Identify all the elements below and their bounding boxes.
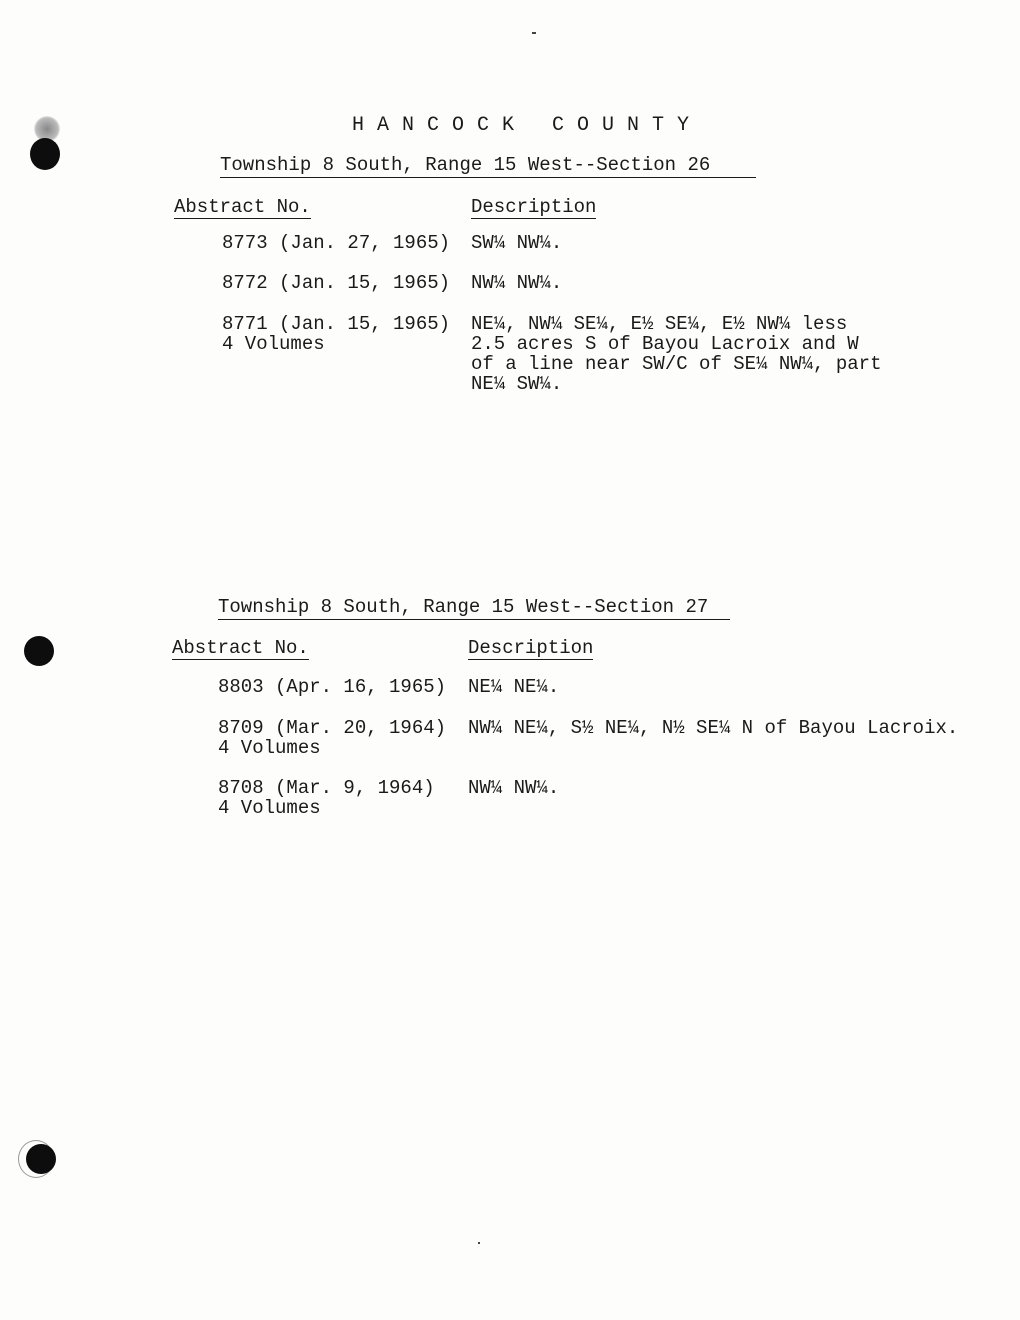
section-26-description-header: Description xyxy=(471,196,597,218)
section-26-abstract-header: Abstract No. xyxy=(174,196,311,218)
section-27-title: Township 8 South, Range 15 West--Section 27 xyxy=(218,596,730,620)
entry-abstract: 8803 (Apr. 16, 1965) xyxy=(218,676,447,698)
punch-hole-middle xyxy=(24,636,54,666)
section-26-title: Township 8 South, Range 15 West--Section 26 xyxy=(220,154,756,178)
section-27-description-header: Description xyxy=(468,637,594,659)
entry-description: NW¼ NW¼. xyxy=(471,272,563,294)
entry-abstract: 8771 (Jan. 15, 1965) xyxy=(222,313,451,335)
scan-speck xyxy=(532,32,536,34)
entry-description-line: of a line near SW/C of SE¼ NW¼, part xyxy=(471,353,882,375)
entry-abstract: 8709 (Mar. 20, 1964) xyxy=(218,717,447,739)
punch-hole-top xyxy=(30,138,60,170)
entry-description: NW¼ NE¼, S½ NE¼, N½ SE¼ N of Bayou Lacroix. xyxy=(468,717,959,739)
punch-hole-bottom xyxy=(26,1144,56,1174)
entry-description-line: NE¼ SW¼. xyxy=(471,373,563,395)
entry-description: NE¼ NE¼. xyxy=(468,676,560,698)
entry-description-line: 2.5 acres S of Bayou Lacroix and W xyxy=(471,333,859,355)
county-heading: HANCOCK COUNTY xyxy=(352,114,703,137)
entry-description-line: NE¼, NW¼ SE¼, E½ SE¼, E½ NW¼ less xyxy=(471,313,848,335)
entry-volumes: 4 Volumes xyxy=(218,797,321,819)
entry-abstract: 8773 (Jan. 27, 1965) xyxy=(222,232,451,254)
entry-volumes: 4 Volumes xyxy=(222,333,325,355)
section-27-abstract-header: Abstract No. xyxy=(172,637,309,659)
entry-description: SW¼ NW¼. xyxy=(471,232,563,254)
entry-abstract: 8772 (Jan. 15, 1965) xyxy=(222,272,451,294)
entry-description: NW¼ NW¼. xyxy=(468,777,560,799)
scan-speck xyxy=(478,1242,480,1244)
entry-volumes: 4 Volumes xyxy=(218,737,321,759)
entry-abstract: 8708 (Mar. 9, 1964) xyxy=(218,777,435,799)
